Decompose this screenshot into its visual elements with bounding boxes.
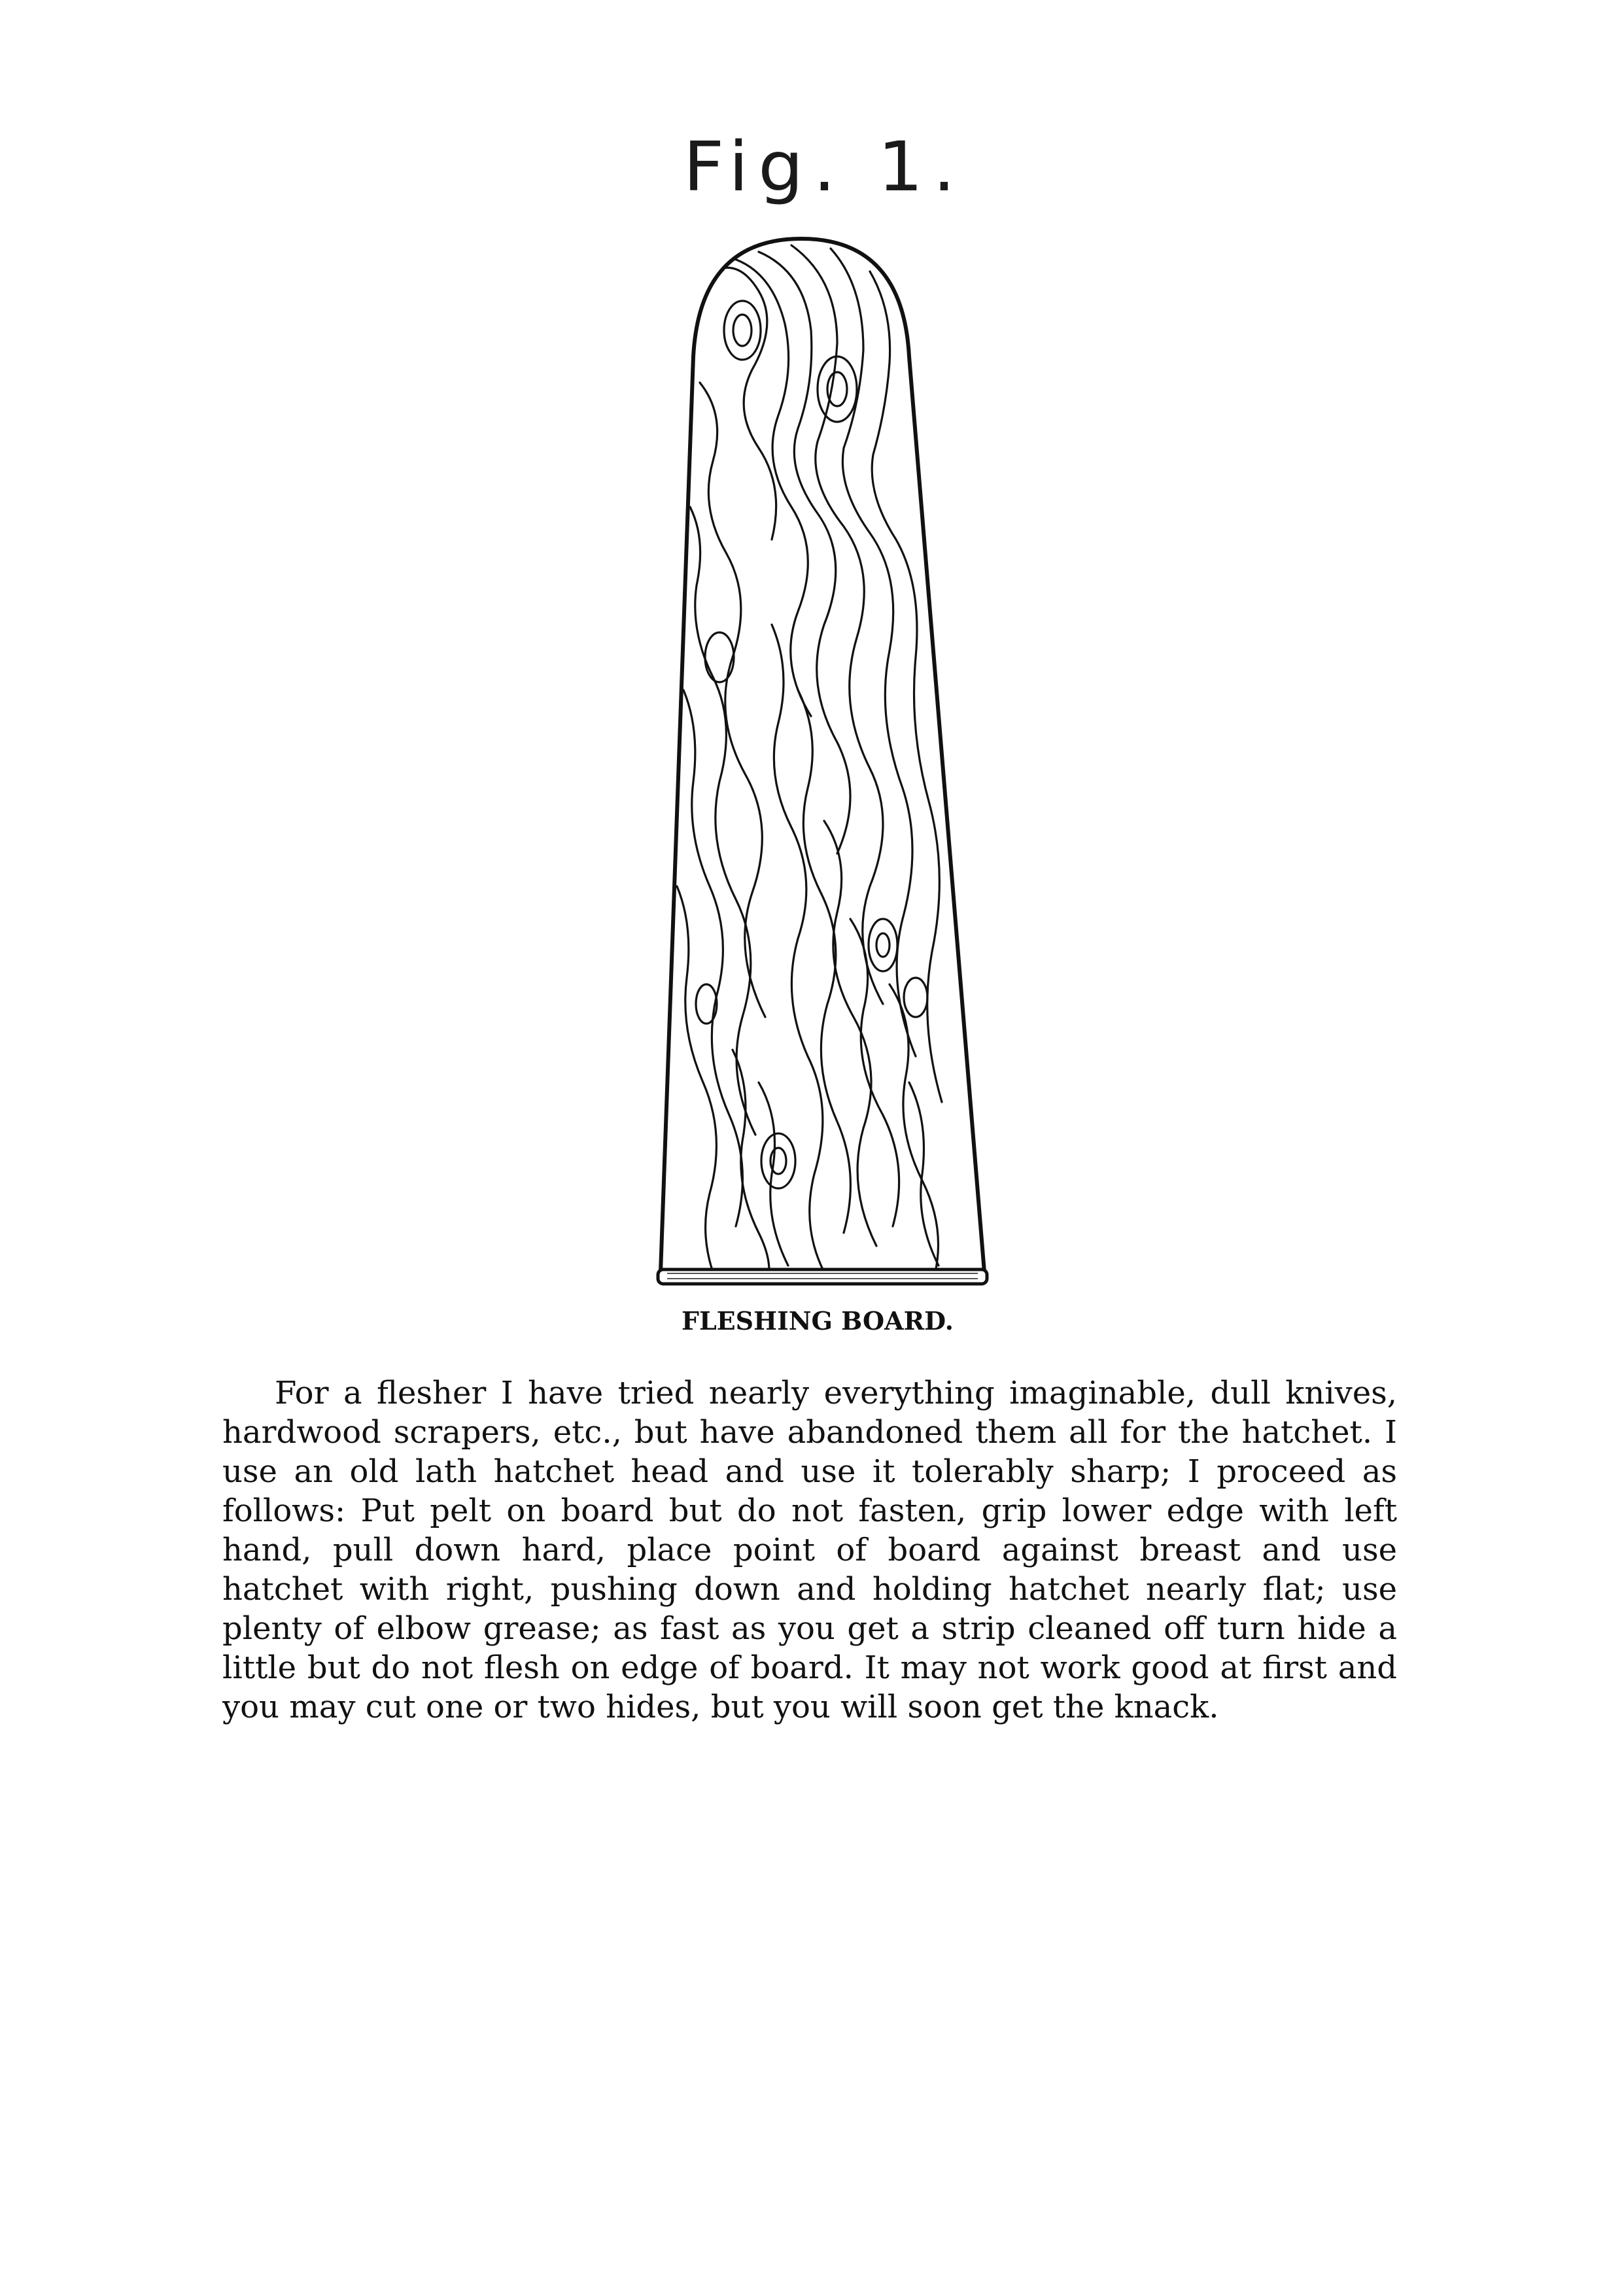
body-paragraph: For a flesher I have tried nearly everything imaginable, dull knives, hardwood scrapers, etc., but have abandoned them all for the hatchet. I use an old lath hatchet head and use it tolerably sharp; I proceed as follows: Put pelt on board but do not fasten, grip lower edge with left hand, pull down hard, place point of board against breast and use hatchet with right, pushing down and holding hatchet nearly flat; use plenty of elbow grease; as fast as you get a strip cleaned off turn hide a little but do not flesh on edge of board. It may not work good at first and you may cut one or two hides, but you will soon get the knack.	[222, 1375, 1397, 1725]
figure-caption: FLESHING BOARD.	[681, 1306, 954, 1336]
figure-label: Fig. 1.	[683, 127, 965, 207]
fleshing-board-illustration	[628, 232, 1007, 1311]
board-base	[658, 1269, 987, 1284]
